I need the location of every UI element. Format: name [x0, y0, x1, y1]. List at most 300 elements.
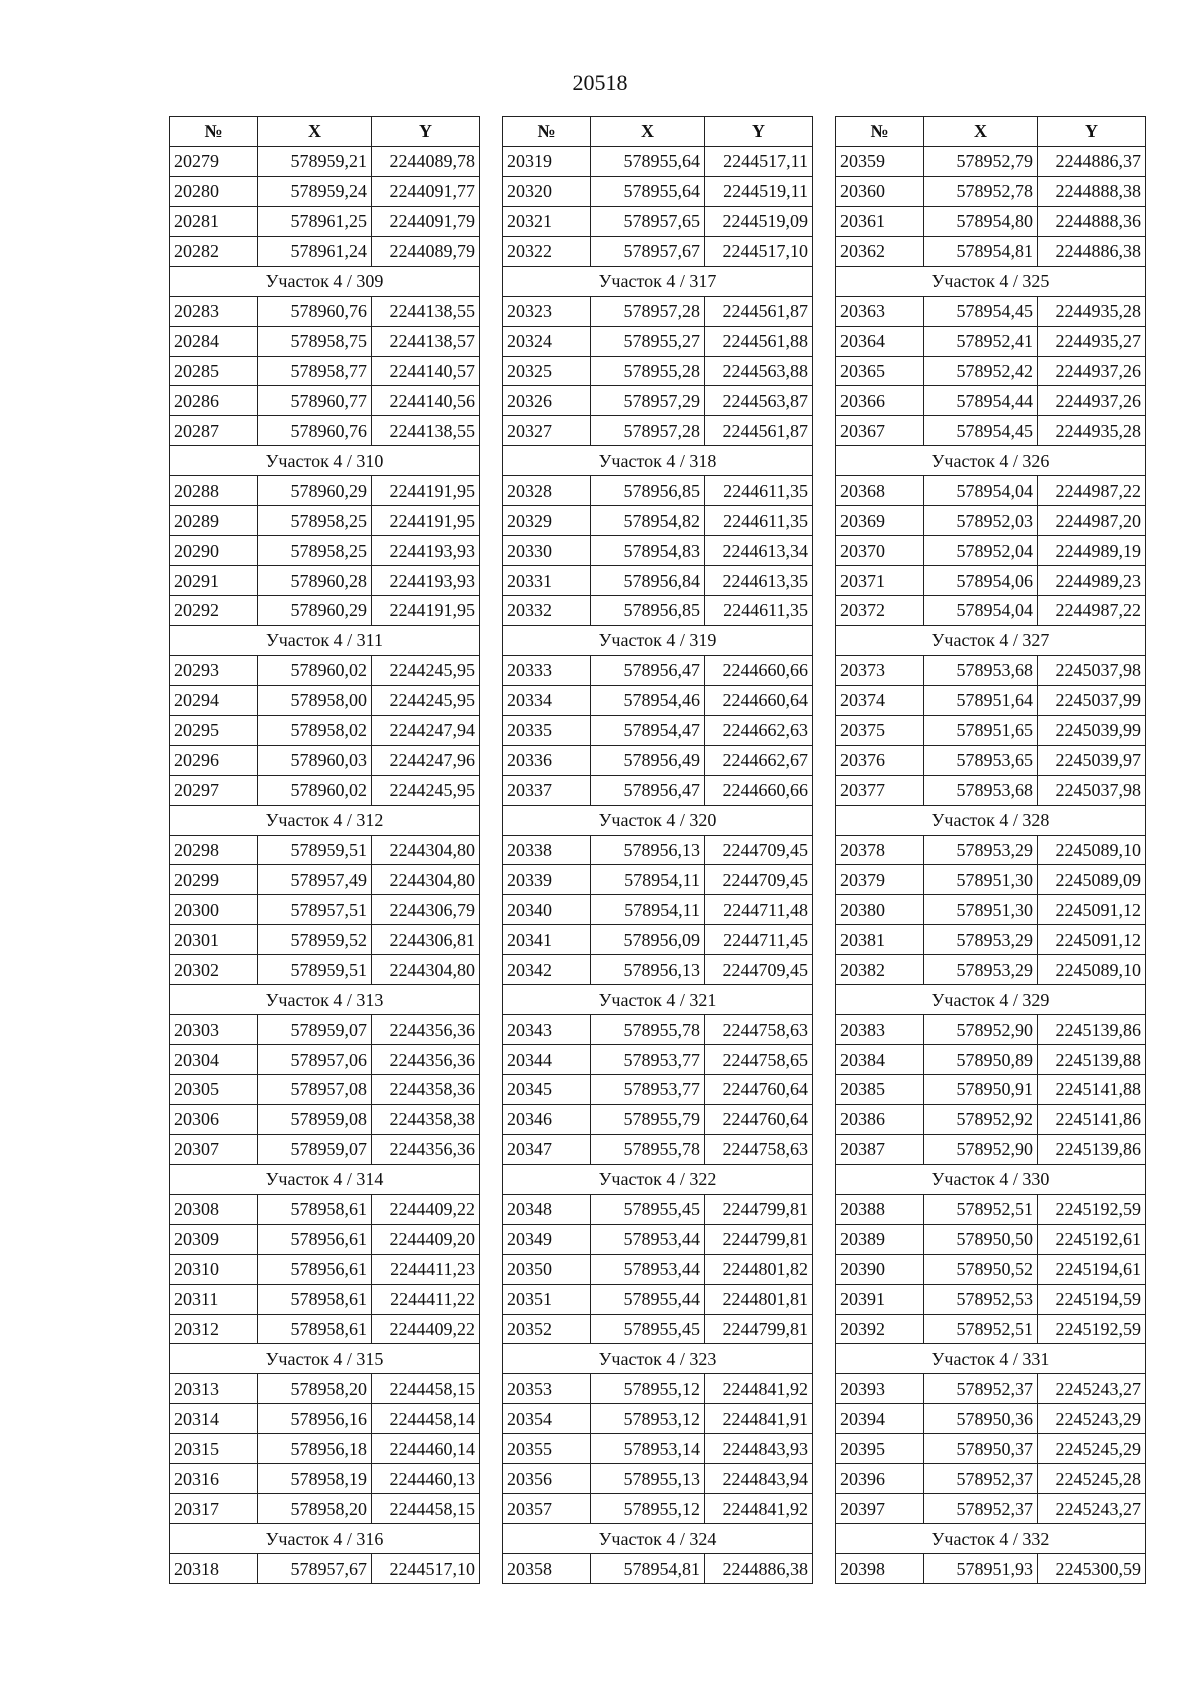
y-coordinate: 2244561,87 — [705, 416, 813, 446]
point-number: 20329 — [503, 506, 591, 536]
y-coordinate: 2244358,36 — [372, 1075, 480, 1105]
x-coordinate: 578952,51 — [924, 1194, 1038, 1224]
point-number: 20375 — [836, 715, 924, 745]
x-coordinate: 578958,61 — [258, 1314, 372, 1344]
table-row — [170, 835, 480, 865]
y-coordinate: 2244801,81 — [705, 1284, 813, 1314]
point-number: 20383 — [836, 1015, 924, 1045]
table-row — [170, 895, 480, 925]
y-coordinate: 2244760,64 — [705, 1104, 813, 1134]
parcel-label: Участок 4 / 323 — [503, 1344, 813, 1374]
x-coordinate: 578951,30 — [924, 865, 1038, 895]
y-coordinate: 2245037,98 — [1038, 775, 1146, 805]
x-coordinate: 578954,11 — [591, 895, 705, 925]
point-number: 20397 — [836, 1494, 924, 1524]
x-coordinate: 578958,75 — [258, 326, 372, 356]
table-row — [503, 655, 813, 685]
y-coordinate: 2244517,10 — [372, 1554, 480, 1584]
point-number: 20311 — [170, 1284, 258, 1314]
table-row — [836, 506, 1146, 536]
x-coordinate: 578956,09 — [591, 925, 705, 955]
x-coordinate: 578954,83 — [591, 536, 705, 566]
y-coordinate: 2244138,55 — [372, 416, 480, 446]
point-number: 20284 — [170, 326, 258, 356]
table-row — [503, 895, 813, 925]
y-coordinate: 2244356,36 — [372, 1045, 480, 1075]
point-number: 20327 — [503, 416, 591, 446]
table-row — [170, 326, 480, 356]
point-number: 20335 — [503, 715, 591, 745]
table-row — [503, 1374, 813, 1404]
table-row — [170, 1254, 480, 1284]
table-row — [836, 895, 1146, 925]
table-row — [170, 356, 480, 386]
x-coordinate: 578952,90 — [924, 1015, 1038, 1045]
x-coordinate: 578960,29 — [258, 596, 372, 626]
y-coordinate: 2244613,34 — [705, 536, 813, 566]
point-number: 20385 — [836, 1075, 924, 1105]
table-row — [503, 536, 813, 566]
point-number: 20341 — [503, 925, 591, 955]
point-number: 20304 — [170, 1045, 258, 1075]
point-number: 20326 — [503, 386, 591, 416]
point-number: 20332 — [503, 596, 591, 626]
x-coordinate: 578955,27 — [591, 326, 705, 356]
table-row — [503, 386, 813, 416]
point-number: 20393 — [836, 1374, 924, 1404]
y-coordinate: 2245089,10 — [1038, 835, 1146, 865]
table-row — [503, 476, 813, 506]
x-coordinate: 578954,81 — [924, 236, 1038, 266]
parcel-label: Участок 4 / 319 — [503, 625, 813, 655]
table-row — [170, 1194, 480, 1224]
point-number: 20388 — [836, 1194, 924, 1224]
point-number: 20342 — [503, 955, 591, 985]
y-coordinate: 2244660,64 — [705, 685, 813, 715]
x-coordinate: 578956,61 — [258, 1254, 372, 1284]
y-coordinate: 2244519,09 — [705, 206, 813, 236]
y-coordinate: 2244191,95 — [372, 596, 480, 626]
table-row — [836, 775, 1146, 805]
y-coordinate: 2244613,35 — [705, 566, 813, 596]
parcel-label-row — [170, 985, 480, 1015]
x-coordinate: 578953,29 — [924, 955, 1038, 985]
x-coordinate: 578956,47 — [591, 775, 705, 805]
x-coordinate: 578958,02 — [258, 715, 372, 745]
point-number: 20289 — [170, 506, 258, 536]
table-row — [170, 1404, 480, 1434]
x-coordinate: 578958,00 — [258, 685, 372, 715]
y-coordinate: 2244843,94 — [705, 1464, 813, 1494]
x-coordinate: 578953,12 — [591, 1404, 705, 1434]
y-coordinate: 2244460,13 — [372, 1464, 480, 1494]
point-number: 20348 — [503, 1194, 591, 1224]
parcel-label-row — [170, 446, 480, 476]
x-coordinate: 578954,45 — [924, 416, 1038, 446]
point-number: 20372 — [836, 596, 924, 626]
parcel-label-row — [836, 985, 1146, 1015]
x-coordinate: 578960,02 — [258, 655, 372, 685]
table-row — [836, 835, 1146, 865]
y-coordinate: 2244460,14 — [372, 1434, 480, 1464]
point-number: 20395 — [836, 1434, 924, 1464]
x-coordinate: 578956,47 — [591, 655, 705, 685]
x-coordinate: 578955,64 — [591, 176, 705, 206]
x-coordinate: 578957,28 — [591, 416, 705, 446]
parcel-label: Участок 4 / 311 — [170, 625, 480, 655]
table-row — [170, 745, 480, 775]
table-row — [836, 1284, 1146, 1314]
y-coordinate: 2244517,11 — [705, 146, 813, 176]
y-coordinate: 2244191,95 — [372, 506, 480, 536]
x-coordinate: 578957,29 — [591, 386, 705, 416]
parcel-label-row — [503, 805, 813, 835]
point-number: 20398 — [836, 1554, 924, 1584]
parcel-label-row — [503, 1164, 813, 1194]
table-row — [503, 1134, 813, 1164]
point-number: 20279 — [170, 146, 258, 176]
y-coordinate: 2245194,61 — [1038, 1254, 1146, 1284]
x-coordinate: 578959,52 — [258, 925, 372, 955]
point-number: 20293 — [170, 655, 258, 685]
table-row — [170, 1374, 480, 1404]
table-row — [170, 206, 480, 236]
point-number: 20295 — [170, 715, 258, 745]
y-coordinate: 2244304,80 — [372, 865, 480, 895]
point-number: 20357 — [503, 1494, 591, 1524]
x-coordinate: 578952,37 — [924, 1494, 1038, 1524]
parcel-label: Участок 4 / 327 — [836, 625, 1146, 655]
x-coordinate: 578956,16 — [258, 1404, 372, 1434]
y-coordinate: 2244662,63 — [705, 715, 813, 745]
point-number: 20283 — [170, 296, 258, 326]
table-header-row — [836, 117, 1146, 147]
x-coordinate: 578950,36 — [924, 1404, 1038, 1434]
point-number: 20337 — [503, 775, 591, 805]
x-coordinate: 578958,77 — [258, 356, 372, 386]
y-coordinate: 2245039,99 — [1038, 715, 1146, 745]
x-coordinate: 578958,19 — [258, 1464, 372, 1494]
x-coordinate: 578954,80 — [924, 206, 1038, 236]
table-row — [836, 206, 1146, 236]
parcel-label: Участок 4 / 320 — [503, 805, 813, 835]
point-number: 20349 — [503, 1224, 591, 1254]
y-coordinate: 2244841,92 — [705, 1374, 813, 1404]
x-coordinate: 578951,93 — [924, 1554, 1038, 1584]
point-number: 20367 — [836, 416, 924, 446]
table-row — [836, 596, 1146, 626]
point-number: 20354 — [503, 1404, 591, 1434]
y-coordinate: 2245243,27 — [1038, 1494, 1146, 1524]
table-row — [170, 715, 480, 745]
x-coordinate: 578952,90 — [924, 1134, 1038, 1164]
y-coordinate: 2244758,63 — [705, 1134, 813, 1164]
point-number: 20331 — [503, 566, 591, 596]
y-coordinate: 2245139,86 — [1038, 1134, 1146, 1164]
x-coordinate: 578954,46 — [591, 685, 705, 715]
x-coordinate: 578952,37 — [924, 1464, 1038, 1494]
x-coordinate: 578952,53 — [924, 1284, 1038, 1314]
point-number: 20307 — [170, 1134, 258, 1164]
table-row — [170, 1284, 480, 1314]
y-coordinate: 2244987,22 — [1038, 596, 1146, 626]
x-coordinate: 578954,04 — [924, 476, 1038, 506]
header-x: X — [591, 117, 705, 147]
x-coordinate: 578961,25 — [258, 206, 372, 236]
coordinate-table — [502, 116, 813, 1584]
x-coordinate: 578953,29 — [924, 925, 1038, 955]
y-coordinate: 2245089,10 — [1038, 955, 1146, 985]
table-row — [503, 835, 813, 865]
y-coordinate: 2244458,14 — [372, 1404, 480, 1434]
y-coordinate: 2244843,93 — [705, 1434, 813, 1464]
y-coordinate: 2244760,64 — [705, 1075, 813, 1105]
y-coordinate: 2244140,56 — [372, 386, 480, 416]
x-coordinate: 578956,84 — [591, 566, 705, 596]
x-coordinate: 578952,37 — [924, 1374, 1038, 1404]
x-coordinate: 578953,68 — [924, 775, 1038, 805]
parcel-label: Участок 4 / 312 — [170, 805, 480, 835]
x-coordinate: 578960,29 — [258, 476, 372, 506]
y-coordinate: 2244888,38 — [1038, 176, 1146, 206]
point-number: 20353 — [503, 1374, 591, 1404]
y-coordinate: 2244517,10 — [705, 236, 813, 266]
x-coordinate: 578950,37 — [924, 1434, 1038, 1464]
table-row — [836, 1104, 1146, 1134]
point-number: 20317 — [170, 1494, 258, 1524]
point-number: 20381 — [836, 925, 924, 955]
x-coordinate: 578955,13 — [591, 1464, 705, 1494]
table-row — [170, 296, 480, 326]
x-coordinate: 578953,65 — [924, 745, 1038, 775]
point-number: 20389 — [836, 1224, 924, 1254]
x-coordinate: 578957,06 — [258, 1045, 372, 1075]
x-coordinate: 578960,77 — [258, 386, 372, 416]
table-row — [836, 1134, 1146, 1164]
point-number: 20365 — [836, 356, 924, 386]
y-coordinate: 2244089,78 — [372, 146, 480, 176]
point-number: 20318 — [170, 1554, 258, 1584]
x-coordinate: 578951,64 — [924, 685, 1038, 715]
point-number: 20302 — [170, 955, 258, 985]
parcel-label: Участок 4 / 330 — [836, 1164, 1146, 1194]
x-coordinate: 578953,77 — [591, 1075, 705, 1105]
table-row — [836, 536, 1146, 566]
y-coordinate: 2245039,97 — [1038, 745, 1146, 775]
point-number: 20334 — [503, 685, 591, 715]
parcel-label: Участок 4 / 322 — [503, 1164, 813, 1194]
point-number: 20338 — [503, 835, 591, 865]
x-coordinate: 578952,04 — [924, 536, 1038, 566]
x-coordinate: 578959,08 — [258, 1104, 372, 1134]
x-coordinate: 578953,44 — [591, 1254, 705, 1284]
y-coordinate: 2245243,27 — [1038, 1374, 1146, 1404]
point-number: 20370 — [836, 536, 924, 566]
header-x: X — [924, 117, 1038, 147]
x-coordinate: 578959,21 — [258, 146, 372, 176]
parcel-label-row — [836, 625, 1146, 655]
x-coordinate: 578956,13 — [591, 835, 705, 865]
x-coordinate: 578960,28 — [258, 566, 372, 596]
table-row — [170, 925, 480, 955]
header-x: X — [258, 117, 372, 147]
point-number: 20299 — [170, 865, 258, 895]
y-coordinate: 2244662,67 — [705, 745, 813, 775]
y-coordinate: 2245037,98 — [1038, 655, 1146, 685]
parcel-label: Участок 4 / 324 — [503, 1524, 813, 1554]
point-number: 20391 — [836, 1284, 924, 1314]
y-coordinate: 2245192,59 — [1038, 1314, 1146, 1344]
parcel-label: Участок 4 / 326 — [836, 446, 1146, 476]
x-coordinate: 578957,67 — [258, 1554, 372, 1584]
x-coordinate: 578950,91 — [924, 1075, 1038, 1105]
point-number: 20303 — [170, 1015, 258, 1045]
table-row — [503, 1224, 813, 1254]
table-row — [836, 955, 1146, 985]
parcel-label-row — [170, 266, 480, 296]
x-coordinate: 578956,18 — [258, 1434, 372, 1464]
point-number: 20297 — [170, 775, 258, 805]
x-coordinate: 578957,65 — [591, 206, 705, 236]
y-coordinate: 2245139,86 — [1038, 1015, 1146, 1045]
x-coordinate: 578959,51 — [258, 835, 372, 865]
table-row — [836, 146, 1146, 176]
parcel-label-row — [170, 625, 480, 655]
x-coordinate: 578958,20 — [258, 1494, 372, 1524]
table-row — [170, 416, 480, 446]
point-number: 20336 — [503, 745, 591, 775]
y-coordinate: 2245089,09 — [1038, 865, 1146, 895]
y-coordinate: 2244306,79 — [372, 895, 480, 925]
x-coordinate: 578956,85 — [591, 596, 705, 626]
parcel-label: Участок 4 / 314 — [170, 1164, 480, 1194]
point-number: 20344 — [503, 1045, 591, 1075]
y-coordinate: 2245192,61 — [1038, 1224, 1146, 1254]
x-coordinate: 578954,06 — [924, 566, 1038, 596]
page-number: 20518 — [572, 70, 628, 95]
x-coordinate: 578955,64 — [591, 146, 705, 176]
y-coordinate: 2244358,38 — [372, 1104, 480, 1134]
y-coordinate: 2244841,92 — [705, 1494, 813, 1524]
table-row — [170, 566, 480, 596]
header-number: № — [503, 117, 591, 147]
point-number: 20323 — [503, 296, 591, 326]
parcel-label-row — [170, 1344, 480, 1374]
point-number: 20296 — [170, 745, 258, 775]
y-coordinate: 2244987,22 — [1038, 476, 1146, 506]
y-coordinate: 2244191,95 — [372, 476, 480, 506]
y-coordinate: 2244801,82 — [705, 1254, 813, 1284]
table-row — [170, 1134, 480, 1164]
x-coordinate: 578952,42 — [924, 356, 1038, 386]
table-row — [503, 1464, 813, 1494]
y-coordinate: 2244937,26 — [1038, 386, 1146, 416]
y-coordinate: 2244563,87 — [705, 386, 813, 416]
table-row — [836, 1554, 1146, 1584]
x-coordinate: 578955,44 — [591, 1284, 705, 1314]
y-coordinate: 2244886,38 — [705, 1554, 813, 1584]
table-row — [836, 566, 1146, 596]
table-row — [503, 1314, 813, 1344]
y-coordinate: 2244458,15 — [372, 1374, 480, 1404]
point-number: 20343 — [503, 1015, 591, 1045]
y-coordinate: 2245091,12 — [1038, 895, 1146, 925]
header-number: № — [836, 117, 924, 147]
x-coordinate: 578953,29 — [924, 835, 1038, 865]
x-coordinate: 578951,30 — [924, 895, 1038, 925]
x-coordinate: 578954,47 — [591, 715, 705, 745]
table-row — [836, 326, 1146, 356]
point-number: 20309 — [170, 1224, 258, 1254]
table-row — [170, 1494, 480, 1524]
table-row — [170, 236, 480, 266]
table-row — [170, 596, 480, 626]
point-number: 20352 — [503, 1314, 591, 1344]
y-coordinate: 2244660,66 — [705, 655, 813, 685]
point-number: 20321 — [503, 206, 591, 236]
x-coordinate: 578955,28 — [591, 356, 705, 386]
x-coordinate: 578958,61 — [258, 1194, 372, 1224]
x-coordinate: 578952,03 — [924, 506, 1038, 536]
x-coordinate: 578952,79 — [924, 146, 1038, 176]
table-row — [170, 1464, 480, 1494]
parcel-label: Участок 4 / 321 — [503, 985, 813, 1015]
y-coordinate: 2244409,22 — [372, 1314, 480, 1344]
parcel-label-row — [170, 1524, 480, 1554]
table-row — [503, 1434, 813, 1464]
parcel-label-row — [170, 805, 480, 835]
parcel-label-row — [836, 446, 1146, 476]
y-coordinate: 2244091,79 — [372, 206, 480, 236]
point-number: 20351 — [503, 1284, 591, 1314]
table-row — [836, 296, 1146, 326]
x-coordinate: 578955,79 — [591, 1104, 705, 1134]
y-coordinate: 2244935,27 — [1038, 326, 1146, 356]
point-number: 20396 — [836, 1464, 924, 1494]
y-coordinate: 2244709,45 — [705, 835, 813, 865]
y-coordinate: 2244519,11 — [705, 176, 813, 206]
y-coordinate: 2244611,35 — [705, 476, 813, 506]
point-number: 20374 — [836, 685, 924, 715]
x-coordinate: 578955,45 — [591, 1314, 705, 1344]
x-coordinate: 578954,81 — [591, 1554, 705, 1584]
table-row — [836, 655, 1146, 685]
point-number: 20333 — [503, 655, 591, 685]
y-coordinate: 2244561,87 — [705, 296, 813, 326]
y-coordinate: 2244758,63 — [705, 1015, 813, 1045]
y-coordinate: 2244886,38 — [1038, 236, 1146, 266]
y-coordinate: 2244356,36 — [372, 1134, 480, 1164]
point-number: 20314 — [170, 1404, 258, 1434]
header-y: Y — [705, 117, 813, 147]
point-number: 20347 — [503, 1134, 591, 1164]
x-coordinate: 578956,13 — [591, 955, 705, 985]
parcel-label-row — [503, 1524, 813, 1554]
header-y: Y — [372, 117, 480, 147]
table-row — [503, 1194, 813, 1224]
table-row — [503, 1284, 813, 1314]
table-row — [503, 775, 813, 805]
table-row — [503, 1104, 813, 1134]
point-number: 20371 — [836, 566, 924, 596]
y-coordinate: 2244987,20 — [1038, 506, 1146, 536]
y-coordinate: 2244563,88 — [705, 356, 813, 386]
point-number: 20325 — [503, 356, 591, 386]
point-number: 20382 — [836, 955, 924, 985]
point-number: 20361 — [836, 206, 924, 236]
table-row — [503, 955, 813, 985]
parcel-label-row — [836, 266, 1146, 296]
